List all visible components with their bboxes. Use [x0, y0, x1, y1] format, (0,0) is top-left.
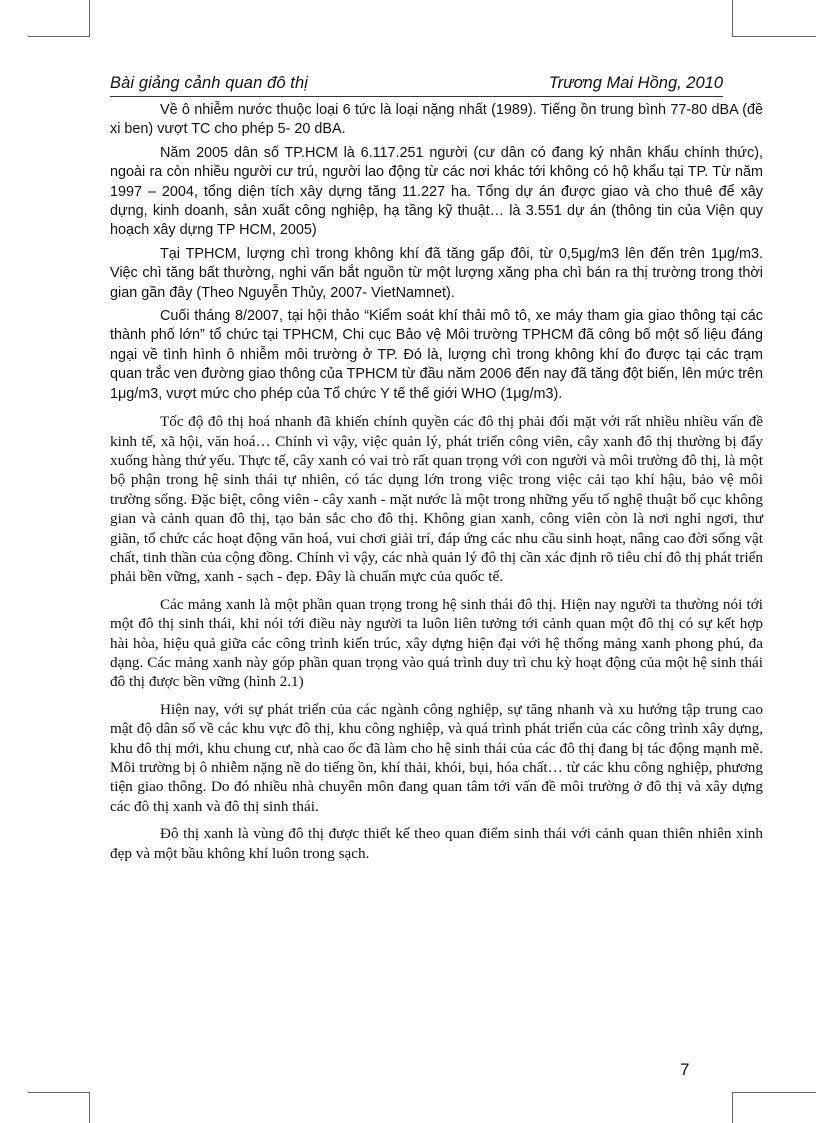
crop-mark-bottom-right — [732, 1092, 733, 1123]
page-body — [110, 101, 763, 871]
paragraph-lead-level: Tại TPHCM, lượng chì trong không khí đã tăng gấp đôi, từ 0,5μg/m3 lên đến trên 1μg/m3. Việc chì tăng bất thường, nghi vấn bắt nguồn từ một lượng xăng pha chì bán ra thị trường trong thời gian gần đây (Theo Nguyễn Thủy, 2007- VietNamnet). — [110, 245, 763, 301]
page-header — [110, 72, 723, 97]
paragraph-population-2005: Năm 2005 dân số TP.HCM là 6.117.251 người (cư dân có đang ký nhân khẩu chính thức), ngoài ra còn nhiều người cư trú, người lao động từ các nơi khác tới không có hộ khẩu tại TP. Từ năm 1997 – 2004, tổng diện tích xây dựng tăng 11.227 ha. Tổng dự án được giao và cho thuê để xây dựng, kinh doanh, sản xuất công nghiệp, hạ tầng kỹ thuật… là 3.551 dự án (thông tin của Viện quy hoạch xây dựng TP HCM, 2005) — [110, 144, 763, 239]
paragraph-water-noise-pollution: Về ô nhiễm nước thuộc loại 6 tức là loại nặng nhất (1989). Tiếng ồn trung bình 77-80 dBA (đề xi ben) vượt TC cho phép 5- 20 dBA. — [110, 102, 763, 138]
crop-mark-bottom-left — [28, 1092, 90, 1093]
paragraph-green-areas: Các mảng xanh là một phần quan trọng trong hệ sinh thái đô thị. Hiện nay người ta thường nói tới một đô thị sinh thái, khi nói tới điều này người ta luôn liên tưởng tới cảnh quan một đô thị có sự kết hợp hài hòa, hiệu quả giữa các công trình kiến trúc, xây dựng hiện đại với hệ thống mảng xanh phong phú, đa dạng. Các mảng xanh này góp phần quan trọng vào quá trình duy trì chu kỳ hoạt động của một hệ sinh thái đô thị được bền vững (hình 2.1) — [110, 595, 763, 691]
paragraph-green-city-definition: Đô thị xanh là vùng đô thị được thiết kế theo quan điểm sinh thái với cảnh quan thiên nhiên xinh đẹp và một bầu không khí luôn trong sạch. — [110, 825, 763, 862]
paragraph-emission-conference: Cuối tháng 8/2007, tại hội thảo “Kiểm soát khí thải mô tô, xe máy tham gia giao thông tại các thành phố lớn” tổ chức tại TPHCM, Chi cục Bảo vệ Môi trường TPHCM đã công bố một số liệu đáng ngại về tình hình ô nhiễm môi trường ở TP. Đó là, lượng chì trong không khí đo được tại các trạm quan trắc ven đường giao thông của TPHCM từ đầu năm 2006 đến nay đã tăng đột biến, lên mức trên 1μg/m3, vượt mức cho phép của Tổ chức Y tế thế giới WHO (1μg/m3). — [110, 308, 763, 402]
header-course-title: Bài giảng cảnh quan đô thị — [110, 74, 309, 92]
paragraph-industrial-development: Hiện nay, với sự phát triển của các ngành công nghiệp, sự tăng nhanh và xu hướng tập trung cao mật độ dân số về các khu vực đô thị, khu công nghiệp, và quá trình phát triển của các công trình xây dựng, khu đô thị mới, khu chung cư, nhà cao ốc đã làm cho hệ sinh thái của các đô thị đang bị tác động mạnh mẽ. Môi trường bị ô nhiễm nặng nề do tiếng ồn, khí thải, khói, bụi, hóa chất… từ các khu công nghiệp, phương tiện giao thông. Do đó nhiều nhà chuyên môn đang quan tâm tới vấn đề môi trường ở đô thị và xây dựng các đô thị xanh và đô thị sinh thái. — [110, 700, 763, 815]
crop-mark-top-right — [732, 0, 733, 37]
crop-mark-top-left — [28, 36, 90, 37]
crop-mark-bottom-left — [89, 1092, 90, 1123]
crop-mark-top-left — [89, 0, 90, 37]
crop-mark-bottom-right — [732, 1092, 816, 1093]
crop-mark-top-right — [732, 36, 816, 37]
paragraph-urbanization-greenery: Tốc độ đô thị hoá nhanh đã khiến chính quyền các đô thị phải đối mặt với rất nhiều nhiều vấn đề kinh tế, xã hội, văn hoá… Chính vì vậy, việc quản lý, phát triển công viên, cây xanh đô thị thường bị đẩy xuống hàng thứ yếu. Thực tế, cây xanh có vai trò rất quan trọng với con người và môi trường đô thị, là một bộ phận trong hệ sinh thái tự nhiên, có tác dụng lớn trong việc trong việc cải tạo khí hậu, bảo vệ môi trường sống. Đặc biệt, công viên - cây xanh - mặt nước là một trong những yếu tố nghệ thuật bố cục không gian và cảnh quan đô thị, tạo bản sắc cho đô thị. Không gian xanh, công viên còn là nơi nghỉ ngơi, thư giãn, tổ chức các hoạt động văn hoá, vui chơi giải trí, đáp ứng các nhu cầu sinh hoạt, nâng cao đời sống vật chất, tinh thần của cộng đồng. Chính vì vậy, các nhà quản lý đô thị cần xác định rõ tiêu chí đô thị phát triển phải bền vững, xanh - sạch - đẹp. Đây là chuẩn mực của quốc tế. — [110, 413, 763, 586]
page-number: 7 — [680, 1060, 690, 1079]
header-author: Trương Mai Hồng, 2010 — [548, 74, 723, 92]
